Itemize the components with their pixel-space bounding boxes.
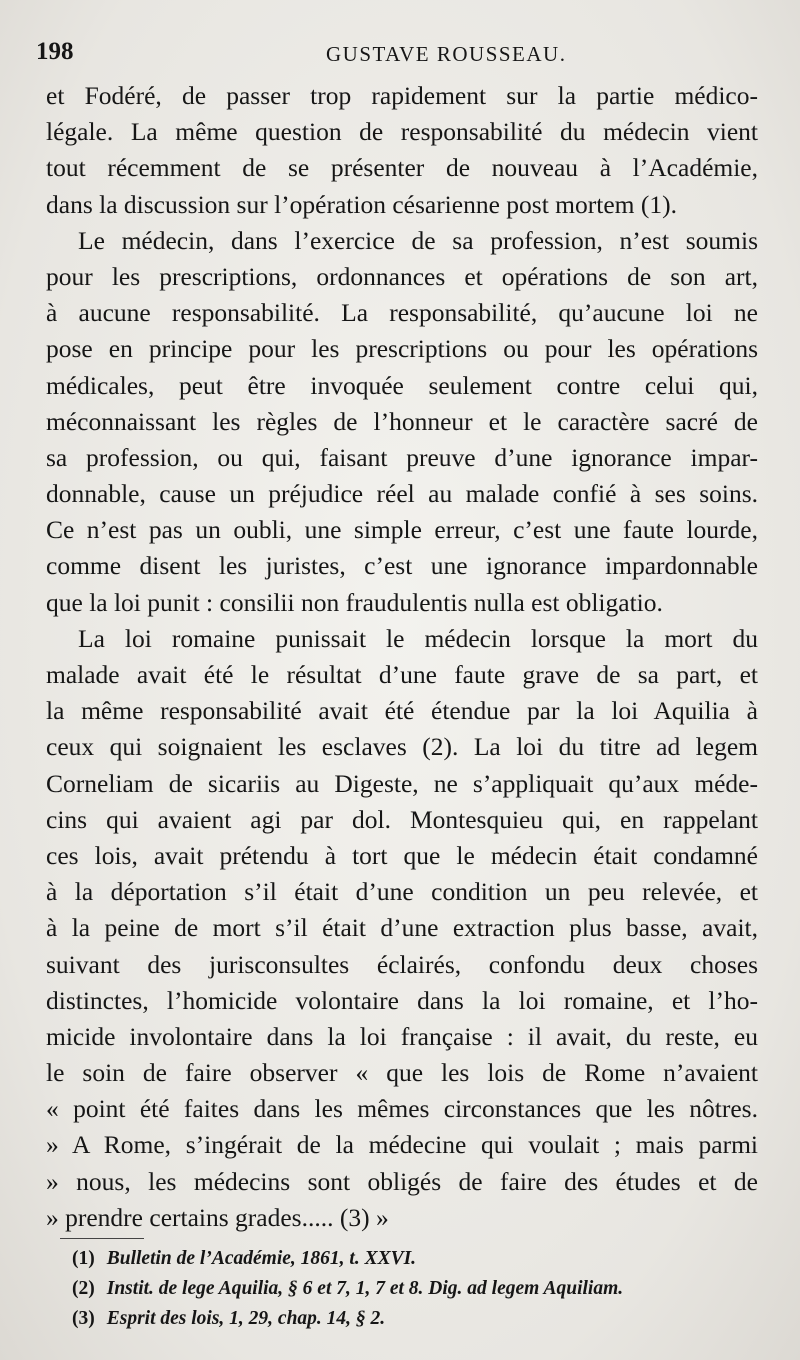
text-line: méconnaissant les règles de l’honneur et le caractère sacré de (46, 406, 758, 436)
footnote (72, 1274, 762, 1304)
text-line: à la déportation s’il était d’une condition un peu relevée, et (46, 877, 758, 907)
text-line: pour les prescriptions, ordonnances et opérations de son art, (46, 261, 758, 291)
body-text (46, 78, 758, 1236)
text-line: comme disent les juristes, c’est une ignorance impardonnable (46, 551, 758, 581)
footnote (72, 1304, 762, 1334)
text-line: Le médecin, dans l’exercice de sa profession, n’est soumis (78, 225, 758, 255)
text-line: à la peine de mort s’il était d’une extraction plus basse, avait, (46, 913, 758, 943)
page-header (36, 34, 776, 74)
text-line: et Fodéré, de passer trop rapidement sur la partie médico- (46, 81, 758, 110)
text-line: distinctes, l’homicide volontaire dans la loi romaine, et l’ho- (46, 985, 758, 1015)
footnotes (72, 1244, 762, 1334)
text-line: » nous, les médecins sont obligés de faire des études et de (46, 1166, 758, 1196)
text-line: le soin de faire observer « que les lois de Rome n’avaient (46, 1058, 758, 1088)
text-line: cins qui avaient agi par dol. Montesquieu qui, en rappelant (46, 804, 758, 834)
text-line: tout récemment de se présenter de nouveau à l’Académie, (46, 153, 758, 183)
text-line: » A Rome, s’ingérait de la médecine qui voulait ; mais parmi (46, 1130, 758, 1160)
footnote-text: Instit. de lege Aquilia, § 6 et 7, 1, 7 et 8. Dig. ad legem Aquiliam. (106, 1278, 624, 1299)
text-line: médicales, peut être invoquée seulement contre celui qui, (46, 370, 758, 400)
text-line: ces lois, avait prétendu à tort que le médecin était condamné (46, 840, 758, 870)
page-number: 198 (36, 38, 74, 65)
footnote-text: Bulletin de l’Académie, 1861, t. XXVI. (106, 1248, 417, 1269)
footnote-number: (3) (72, 1308, 95, 1329)
text-line: « point été faites dans les mêmes circonstances que les nôtres. (46, 1094, 758, 1124)
text-line: légale. La même question de responsabilité du médecin vient (46, 117, 758, 147)
running-head: GUSTAVE ROUSSEAU. (326, 42, 567, 66)
text-line: dans la discussion sur l’opération césarienne post mortem (1). (46, 189, 677, 219)
text-line: sa profession, ou qui, faisant preuve d’une ignorance impar- (46, 442, 758, 472)
text-line: micide involontaire dans la loi française : il avait, du reste, eu (46, 1021, 758, 1051)
text-line: » prendre certains grades..... (3) » (46, 1202, 389, 1232)
text-line: que la loi punit : consilii non fraudulentis nulla est obligatio. (46, 587, 663, 617)
text-line: malade avait été le résultat d’une faute grave de sa part, et (46, 660, 758, 689)
footnote-number: (1) (72, 1248, 95, 1269)
text-line: pose en principe pour les prescriptions ou pour les opérations (46, 334, 758, 364)
text-line: la même responsabilité avait été étendue par la loi Aquilia à (46, 696, 758, 726)
footnote-number: (2) (72, 1278, 95, 1299)
footnote-text: Esprit des lois, 1, 29, chap. 14, § 2. (106, 1308, 386, 1329)
text-line: à aucune responsabilité. La responsabilité, qu’aucune loi ne (46, 298, 758, 328)
text-line: ceux qui soignaient les esclaves (2). La loi du titre ad legem (46, 732, 758, 762)
footnote-rule (60, 1238, 144, 1239)
text-line: La loi romaine punissait le médecin lorsque la mort du (78, 623, 758, 653)
text-line: Ce n’est pas un oubli, une simple erreur, c’est une faute lourde, (46, 515, 758, 545)
text-line: donnable, cause un préjudice réel au malade confié à ses soins. (46, 479, 758, 509)
text-line: Corneliam de sicariis au Digeste, ne s’appliquait qu’aux méde- (46, 768, 758, 798)
footnote (72, 1244, 762, 1274)
text-line: suivant des jurisconsultes éclairés, confondu deux choses (46, 949, 758, 979)
